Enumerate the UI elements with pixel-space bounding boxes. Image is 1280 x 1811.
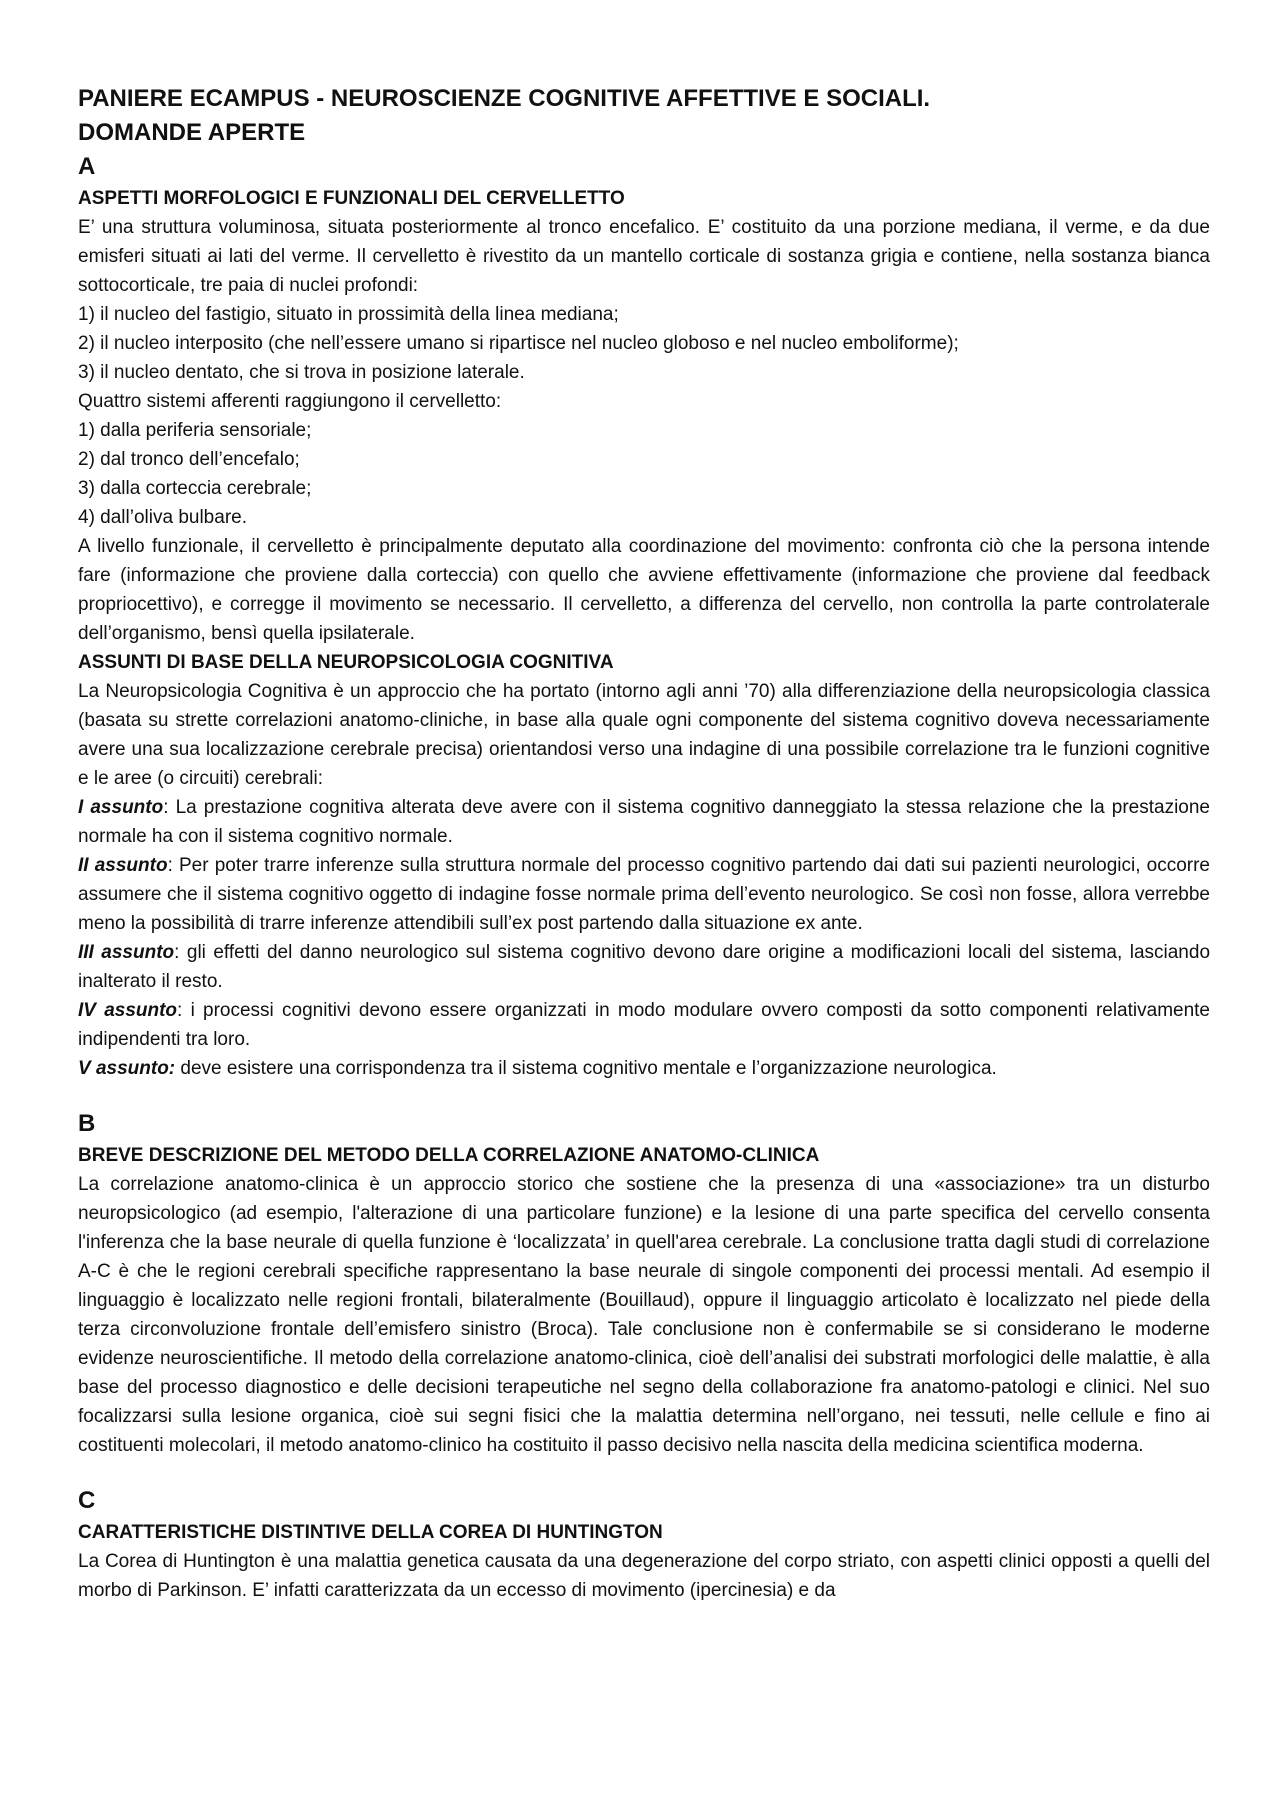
- assunto-text: deve esistere una corrispondenza tra il sistema cognitivo mentale e l’organizzazione neurologica.: [175, 1058, 997, 1079]
- assunto-label: I assunto: [78, 797, 164, 818]
- nucleo-item: 2) il nucleo interposito (che nell’essere umano si ripartisce nel nucleo globoso e nel nucleo emboliforme);: [78, 333, 959, 354]
- afferente-item: 1) dalla periferia sensoriale;: [78, 420, 312, 441]
- assunto-label: V assunto:: [78, 1058, 176, 1079]
- correlazione-heading: BREVE DESCRIZIONE DEL METODO DELLA CORRELAZIONE ANATOMO-CLINICA: [78, 1145, 820, 1166]
- assunto-paragraph: [78, 938, 1210, 996]
- assunto-label: IV assunto: [78, 1000, 178, 1021]
- assunto-label: III assunto: [78, 942, 175, 963]
- assunto-text: : gli effetti del danno neurologico sul sistema cognitivo devono dare origine a modificazioni locali del sistema, lasciando inalterato il resto.: [78, 942, 1211, 992]
- huntington-heading: CARATTERISTICHE DISTINTIVE DELLA COREA DI HUNTINGTON: [78, 1522, 663, 1543]
- nucleo-item: 3) il nucleo dentato, che si trova in posizione laterale.: [78, 362, 525, 383]
- document-title: [78, 82, 1210, 150]
- cervelletto-intro: E’ una struttura voluminosa, situata posteriormente al tronco encefalico. E’ costituito da una porzione mediana, il verme, e da due emisferi situati ai lati del verme. Il cervelletto è rivestito da un mantello corticale di sostanza grigia e contiene, nella sostanza bianca sottocorticale, tre paia di nuclei profondi:: [78, 217, 1210, 296]
- cervelletto-funzionale: A livello funzionale, il cervelletto è principalmente deputato alla coordinazione del movimento: confronta ciò che la persona intende fare (informazione che proviene dalla corteccia) con quello che avviene effettivamente (informazione che proviene dal feedback propriocettivo), e corregge il movimento se necessario. Il cervelletto, a differenza del cervello, non controlla la parte controlaterale dell’organismo, bensì quella ipsilaterale.: [78, 536, 1210, 644]
- assunto-text: : Per poter trarre inferenze sulla struttura normale del processo cognitivo partendo dai dati sui pazienti neurologici, occorre assumere che il sistema cognitivo oggetto di indagine fosse normale prima dell’evento neurologico. Se così non fosse, allora verrebbe meno la possibilità di trarre inferenze attendibili sull’ex post partendo dalla situazione ex ante.: [78, 855, 1210, 934]
- afferenti-intro: Quattro sistemi afferenti raggiungono il cervelletto:: [78, 391, 502, 412]
- afferente-item: 3) dalla corteccia cerebrale;: [78, 478, 312, 499]
- document-title-line1: PANIERE ECAMPUS - NEUROSCIENZE COGNITIVE AFFETTIVE E SOCIALI.: [78, 85, 931, 112]
- neuropsicologia-intro: La Neuropsicologia Cognitiva è un approccio che ha portato (intorno agli anni ’70) alla differenziazione della neuropsicologia classica (basata su strette correlazioni anatomo-cliniche, in base alla quale ogni componente del sistema cognitivo doveva necessariamente avere una sua localizzazione cerebrale precisa) orientandosi verso una indagine di una possibile correlazione tra le funzioni cognitive e le aree (o circuiti) cerebrali:: [78, 681, 1210, 789]
- afferente-item: 4) dall’oliva bulbare.: [78, 507, 247, 528]
- assunto-text: : La prestazione cognitiva alterata deve avere con il sistema cognitivo danneggiato la stessa relazione che la prestazione normale ha con il sistema cognitivo normale.: [78, 797, 1210, 847]
- document-page: [78, 82, 1210, 1605]
- correlazione-body: La correlazione anatomo-clinica è un approccio storico che sostiene che la presenza di una «associazione» tra un disturbo neuropsicologico (ad esempio, l'alterazione di una particolare funzione) e la lesione di una parte specifica del cervello consenta l'inferenza che la base neurale di quella funzione è ‘localizzata’ in quell'area cerebrale. La conclusione tratta dagli studi di correlazione A-C è che le regioni cerebrali specifiche rappresentano la base neurale di singole componenti dei processi mentali. Ad esempio il linguaggio è localizzato nelle regioni frontali, bilateralmente (Bouillaud), oppure il linguaggio articolato è localizzato nel piede della terza circonvoluzione frontale dell’emisfero sinistro (Broca). Tale conclusione non è confermabile se si considerano le moderne evidenze neuroscientifiche. Il metodo della correlazione anatomo-clinica, cioè dell’analisi dei substrati morfologici delle malattie, è alla base del processo diagnostico e delle decisioni terapeutiche nel segno della collaborazione fra anatomo-patologi e clinici. Nel suo focalizzarsi sulla lesione organica, cioè sui segni fisici che la malattia determina nell’organo, nei tessuti, nelle cellule e fino ai costituenti molecolari, il metodo anatomo-clinico ha costituito il passo decisivo nella nascita della medicina scientifica moderna.: [78, 1174, 1210, 1456]
- section-b-letter: B: [78, 1110, 96, 1137]
- afferente-item: 2) dal tronco dell’encefalo;: [78, 449, 300, 470]
- assunto-paragraph: [78, 851, 1210, 938]
- assunto-paragraph: [78, 1054, 1210, 1083]
- assunto-label: II assunto: [78, 855, 168, 876]
- nucleo-item: 1) il nucleo del fastigio, situato in prossimità della linea mediana;: [78, 304, 619, 325]
- document-title-line2: DOMANDE APERTE: [78, 119, 306, 146]
- assunto-paragraph: [78, 793, 1210, 851]
- huntington-body: La Corea di Huntington è una malattia genetica causata da una degenerazione del corpo striato, con aspetti clinici opposti a quelli del morbo di Parkinson. E’ infatti caratterizzata da un eccesso di movimento (ipercinesia) e da: [78, 1551, 1210, 1601]
- section-a-letter: A: [78, 153, 96, 180]
- assunto-paragraph: [78, 996, 1210, 1054]
- section-c-letter: C: [78, 1487, 96, 1514]
- assunto-text: : i processi cognitivi devono essere organizzati in modo modulare ovvero composti da sotto componenti relativamente indipendenti tra loro.: [78, 1000, 1211, 1050]
- cervelletto-heading: ASPETTI MORFOLOGICI E FUNZIONALI DEL CERVELLETTO: [78, 188, 625, 209]
- neuropsicologia-heading: ASSUNTI DI BASE DELLA NEUROPSICOLOGIA COGNITIVA: [78, 652, 614, 673]
